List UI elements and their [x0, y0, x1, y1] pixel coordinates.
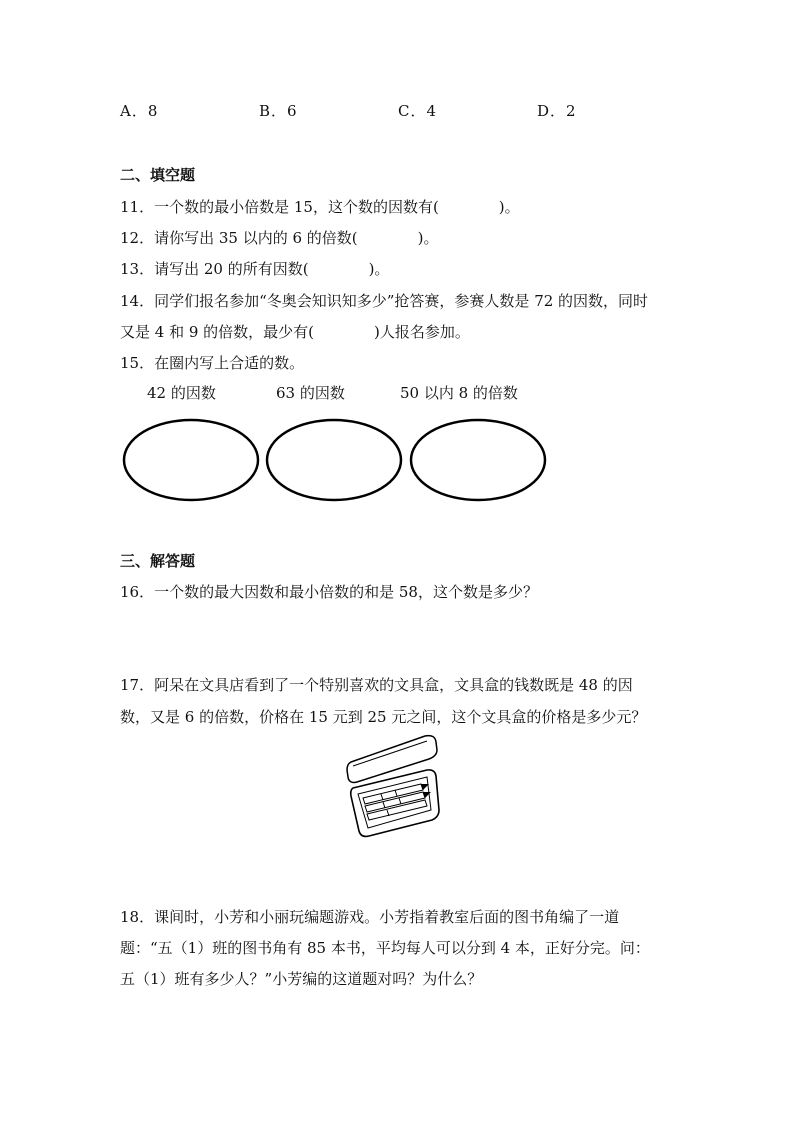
pencil-case-icon	[343, 732, 443, 840]
question-18-line-3: 五（1）班有多少人？”小芳编的这道题对吗？为什么？	[120, 970, 483, 988]
q11-text: 11．一个数的最小倍数是 15，这个数的因数有(	[120, 198, 439, 216]
choice-a: A．8	[120, 102, 159, 120]
question-15: 15．在圈内写上合适的数。	[120, 354, 305, 372]
question-14-line-2	[120, 321, 470, 342]
section-3-title: 三、解答题	[120, 552, 196, 570]
q12-text-end: )。	[417, 229, 439, 247]
question-16: 16．一个数的最大因数和最小倍数的和是 58，这个数是多少？	[120, 583, 538, 601]
question-13	[120, 258, 389, 279]
q14-text: 又是 4 和 9 的倍数，最少有(	[120, 323, 315, 341]
question-12	[120, 227, 439, 248]
question-14-line-1: 14．同学们报名参加“冬奥会知识知多少”抢答赛，参赛人数是 72 的因数，同时	[120, 292, 649, 310]
question-17-line-2: 数，又是 6 的倍数，价格在 15 元到 25 元之间，这个文具盒的价格是多少元？	[120, 708, 647, 726]
ellipse-label-8-multiples: 50 以内 8 的倍数	[400, 384, 518, 402]
ellipse-8-multiples[interactable]	[411, 420, 545, 500]
question-18-line-2: 题：“五（1）班的图书角有 85 本书，平均每人可以分到 4 本，正好分完。问：	[120, 939, 650, 957]
q12-text: 12．请你写出 35 以内的 6 的倍数(	[120, 229, 358, 247]
q13-text-end: )。	[368, 260, 390, 278]
question-18-line-1: 18．课间时，小芳和小丽玩编题游戏。小芳指着教室后面的图书角编了一道	[120, 908, 620, 926]
choice-d: D．2	[537, 102, 577, 120]
section-2-title: 二、填空题	[120, 166, 196, 184]
question-17-line-1: 17．阿呆在文具店看到了一个特别喜欢的文具盒，文具盒的钱数既是 48 的因	[120, 676, 633, 694]
choice-b: B．6	[259, 102, 298, 120]
ellipse-42-factors[interactable]	[124, 420, 258, 500]
choice-c: C．4	[398, 102, 438, 120]
q13-text: 13．请写出 20 的所有因数(	[120, 260, 309, 278]
ellipse-63-factors[interactable]	[267, 420, 401, 500]
q14-text-end: )人报名参加。	[374, 323, 470, 341]
ellipse-label-63-factors: 63 的因数	[276, 384, 345, 402]
q11-text-end: )。	[498, 198, 520, 216]
question-11	[120, 196, 520, 217]
ellipse-label-42-factors: 42 的因数	[147, 384, 216, 402]
answer-ellipses	[115, 412, 555, 508]
